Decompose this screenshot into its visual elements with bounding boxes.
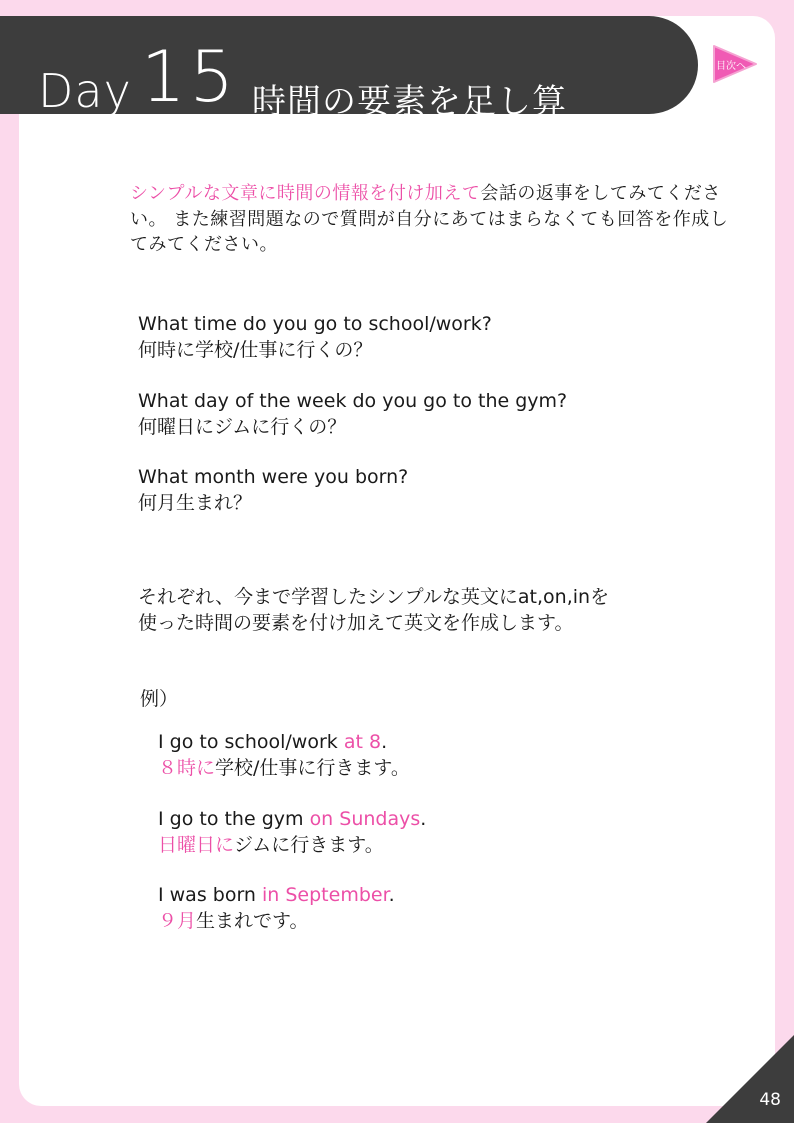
toc-button-label: 目次へ [716, 61, 746, 72]
example-1 [158, 729, 410, 781]
example-label: 例） [140, 688, 179, 710]
question-en: What month were you born? [138, 466, 409, 488]
intro-highlight: シンプルな文章に時間の情報を付け加えて [130, 183, 481, 204]
question-1 [138, 311, 492, 363]
instruction-line-1: それぞれ、今まで学習したシンプルな英文にat,on,inを [138, 586, 610, 608]
intro-text: 会話の返事をしてみてください。 また練習問題なので質問が自分にあてはまらなくても回答を作成してみてください。 [130, 183, 729, 255]
page-card [19, 16, 775, 1106]
instruction-text [138, 584, 609, 636]
example-ja: 日曜日にジムに行きます。 [158, 834, 384, 856]
question-2 [138, 388, 567, 440]
question-en: What day of the week do you go to the gym? [138, 390, 568, 412]
day-number: 15 [141, 36, 239, 118]
example-en: I go to school/work at 8. [158, 731, 388, 753]
page-number: 48 [759, 1090, 781, 1110]
example-2 [158, 806, 426, 858]
question-ja: 何時に学校/仕事に行くの？ [138, 339, 373, 361]
title-bar [0, 16, 698, 122]
day-label: Day [38, 64, 132, 118]
example-3 [158, 882, 395, 934]
question-ja: 何月生まれ？ [138, 492, 253, 514]
question-3 [138, 464, 408, 516]
example-en: I go to the gym on Sundays. [158, 808, 427, 830]
question-en: What time do you go to school/work? [138, 313, 492, 335]
example-ja: ８時に学校/仕事に行きます。 [158, 757, 410, 779]
instruction-line-2: 使った時間の要素を付け加えて英文を作成します。 [138, 612, 574, 634]
table-of-contents-button[interactable] [712, 44, 758, 84]
intro-paragraph [130, 181, 740, 258]
example-ja: ９月生まれです。 [158, 910, 309, 932]
example-en: I was born in September. [158, 884, 395, 906]
page-title: 時間の要素を足し算 [252, 82, 567, 122]
question-ja: 何曜日にジムに行くの？ [138, 416, 347, 438]
